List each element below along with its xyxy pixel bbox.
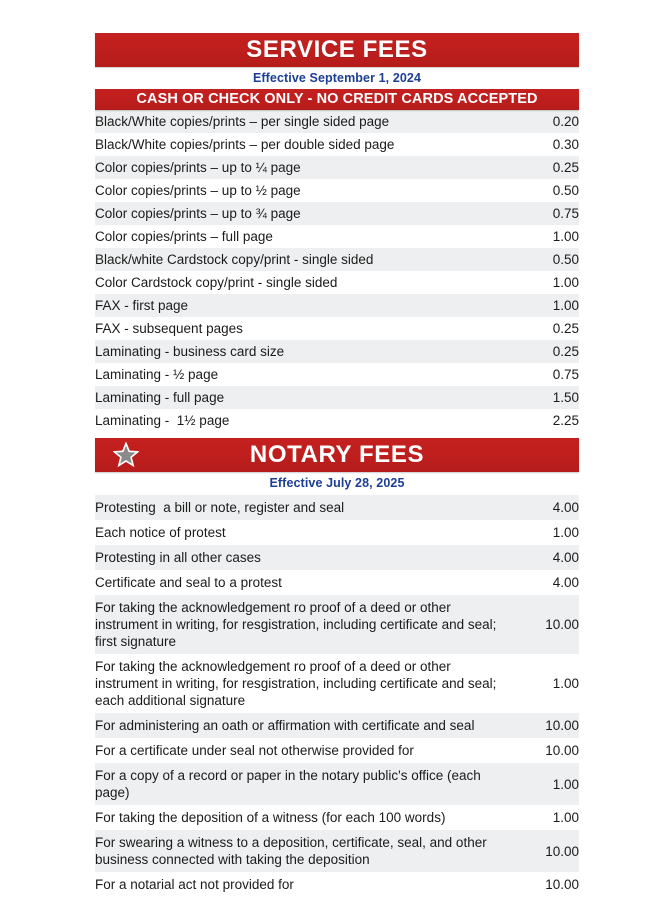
notary-fee-price: 4.00 [509, 570, 579, 595]
service-fee-description: Color copies/prints – up to ½ page [95, 179, 509, 202]
service-fee-price: 0.25 [509, 340, 579, 363]
table-row [95, 495, 579, 520]
service-fee-description: FAX - subsequent pages [95, 317, 509, 340]
table-row [95, 202, 579, 225]
notary-fee-description: Certificate and seal to a protest [95, 570, 509, 595]
service-fee-price: 0.75 [509, 363, 579, 386]
notary-fee-description: For a copy of a record or paper in the notary public's office (each page) [95, 763, 509, 805]
service-fee-price: 0.20 [509, 110, 579, 133]
service-fee-description: Black/White copies/prints – per single sided page [95, 110, 509, 133]
service-fee-description: Color copies/prints – up to ¼ page [95, 156, 509, 179]
notary-fee-price: 1.00 [509, 654, 579, 713]
table-row [95, 763, 579, 805]
notary-fee-price: 10.00 [509, 713, 579, 738]
notary-fee-price: 10.00 [509, 595, 579, 654]
notary-fee-description: For swearing a witness to a deposition, certificate, seal, and other business connected with taking the deposition [95, 830, 509, 872]
payment-notice-text: CASH OR CHECK ONLY - NO CREDIT CARDS ACCEPTED [136, 91, 538, 107]
service-fee-description: Color copies/prints – full page [95, 225, 509, 248]
service-fee-price: 0.30 [509, 133, 579, 156]
table-row [95, 738, 579, 763]
service-fee-description: FAX - first page [95, 294, 509, 317]
service-fees-banner [95, 33, 579, 67]
service-fee-description: Laminating - 1½ page [95, 409, 509, 432]
notary-fee-price: 10.00 [509, 830, 579, 872]
notary-fee-price: 1.00 [509, 520, 579, 545]
table-row [95, 110, 579, 133]
table-row [95, 713, 579, 738]
service-fee-price: 0.75 [509, 202, 579, 225]
notary-fee-description: For taking the acknowledgement ro proof of a deed or other instrument in writing, for resgistration, including certificate and seal; first signature [95, 595, 509, 654]
notary-fees-title: NOTARY FEES [249, 441, 425, 468]
notary-fee-description: Each notice of protest [95, 520, 509, 545]
service-fee-description: Black/White copies/prints – per double sided page [95, 133, 509, 156]
table-row [95, 654, 579, 713]
service-fee-description: Laminating - business card size [95, 340, 509, 363]
notary-fee-description: For a notarial act not provided for [95, 872, 509, 897]
service-fee-description: Laminating - full page [95, 386, 509, 409]
notary-fees-body [95, 495, 579, 897]
table-row [95, 363, 579, 386]
notary-fee-description: Protesting a bill or note, register and seal [95, 495, 509, 520]
service-fee-price: 1.00 [509, 294, 579, 317]
table-row [95, 595, 579, 654]
table-row [95, 830, 579, 872]
service-fee-price: 1.00 [509, 225, 579, 248]
service-fee-price: 0.50 [509, 179, 579, 202]
table-row [95, 248, 579, 271]
notary-fee-description: For administering an oath or affirmation with certificate and seal [95, 713, 509, 738]
notary-fees-banner [95, 438, 579, 472]
notary-fee-description: For a certificate under seal not otherwise provided for [95, 738, 509, 763]
service-fee-price: 1.00 [509, 271, 579, 294]
table-row [95, 340, 579, 363]
table-row [95, 545, 579, 570]
service-fee-price: 2.25 [509, 409, 579, 432]
service-fee-description: Color copies/prints – up to ¾ page [95, 202, 509, 225]
table-row [95, 409, 579, 432]
table-row [95, 225, 579, 248]
table-row [95, 570, 579, 595]
notary-fee-price: 10.00 [509, 738, 579, 763]
notary-fee-price: 10.00 [509, 872, 579, 897]
table-row [95, 133, 579, 156]
table-row [95, 317, 579, 340]
notary-fee-description: For taking the acknowledgement ro proof of a deed or other instrument in writing, for resgistration, including certificate and seal; each additional signature [95, 654, 509, 713]
table-row [95, 156, 579, 179]
service-fee-price: 0.25 [509, 317, 579, 340]
notary-fee-price: 4.00 [509, 545, 579, 570]
notary-fees-table [95, 495, 579, 897]
service-fee-description: Color Cardstock copy/print - single sided [95, 271, 509, 294]
notary-fee-description: For taking the deposition of a witness (for each 100 words) [95, 805, 509, 830]
table-row [95, 872, 579, 897]
table-row [95, 294, 579, 317]
star-icon [113, 442, 139, 468]
top-spacer [95, 0, 579, 33]
notary-fee-price: 1.00 [509, 763, 579, 805]
table-row [95, 520, 579, 545]
service-fees-title: SERVICE FEES [246, 36, 428, 63]
payment-notice-banner [95, 89, 579, 110]
service-fee-price: 1.50 [509, 386, 579, 409]
table-row [95, 179, 579, 202]
service-fee-description: Black/white Cardstock copy/print - single sided [95, 248, 509, 271]
table-row [95, 386, 579, 409]
service-effective-date: Effective September 1, 2024 [252, 71, 422, 85]
table-row [95, 271, 579, 294]
notary-fee-price: 1.00 [509, 805, 579, 830]
notary-effective-date: Effective July 28, 2025 [269, 476, 405, 490]
notary-fee-price: 4.00 [509, 495, 579, 520]
service-fee-price: 0.50 [509, 248, 579, 271]
notary-fee-description: Protesting in all other cases [95, 545, 509, 570]
fee-sheet [95, 0, 579, 897]
service-fee-description: Laminating - ½ page [95, 363, 509, 386]
table-row [95, 805, 579, 830]
service-fees-body [95, 110, 579, 432]
service-fee-price: 0.25 [509, 156, 579, 179]
service-fees-table [95, 110, 579, 432]
